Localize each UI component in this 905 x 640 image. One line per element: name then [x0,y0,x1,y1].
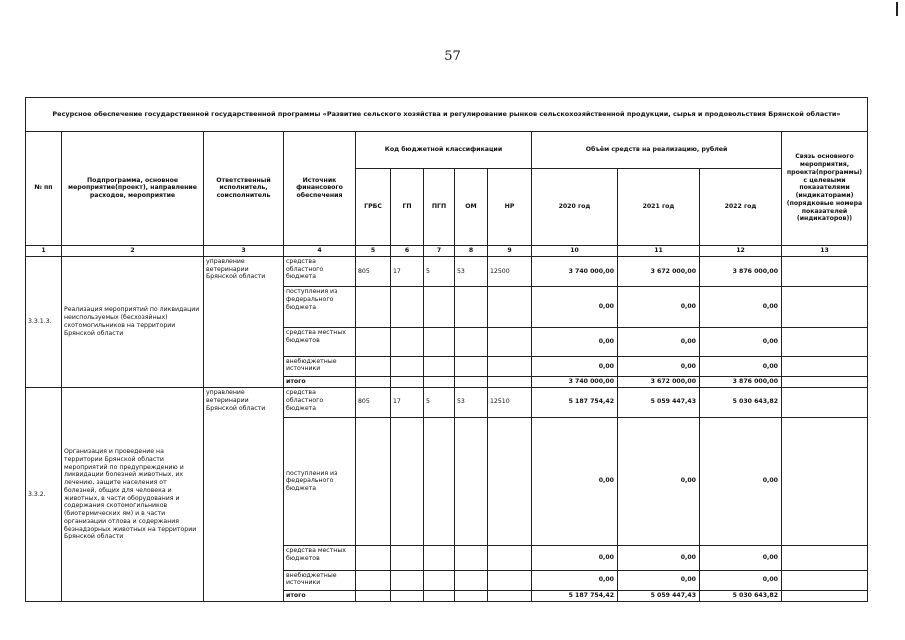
np-cell: 12510 [488,388,532,418]
header-num: № пп [26,131,62,245]
grbs-cell [356,377,391,388]
header-np: НР [488,169,532,245]
block-responsible: управление ветеринарии Брянской области [204,256,284,387]
np-cell [488,546,532,570]
om-cell [455,356,488,376]
total-label: итого [284,377,356,388]
scan-edge-mark [896,2,898,16]
amount-2021: 0,00 [618,570,700,590]
om-cell [455,590,488,601]
gp-cell: 17 [391,256,424,287]
grbs-cell: 805 [356,256,391,287]
column-number: 4 [284,245,356,256]
column-number: 5 [356,245,391,256]
np-cell [488,590,532,601]
header-pgp: ПГП [424,169,455,245]
np-cell [488,328,532,357]
om-cell [455,377,488,388]
column-number: 11 [618,245,700,256]
amount-2022: 0,00 [700,328,782,357]
link-cell [782,287,868,328]
om-cell: 53 [455,256,488,287]
amount-2020: 0,00 [532,356,618,376]
amount-2020: 5 187 754,42 [532,388,618,418]
np-cell [488,377,532,388]
column-number: 2 [62,245,204,256]
total-2020: 5 187 754,42 [532,590,618,601]
link-cell [782,256,868,287]
source-cell: внебюджетные источники [284,356,356,376]
link-cell [782,328,868,357]
total-2021: 5 059 447,43 [618,590,700,601]
link-cell [782,546,868,570]
amount-2020: 3 740 000,00 [532,256,618,287]
pgp-cell: 5 [424,256,455,287]
column-number-row [26,245,868,256]
gp-cell [391,287,424,328]
pgp-cell [424,328,455,357]
link-cell [782,356,868,376]
grbs-cell [356,546,391,570]
header-gp: ГП [391,169,424,245]
grbs-cell [356,590,391,601]
gp-cell [391,356,424,376]
gp-cell [391,377,424,388]
link-cell [782,377,868,388]
amount-2020: 0,00 [532,570,618,590]
pgp-cell [424,546,455,570]
total-2020: 3 740 000,00 [532,377,618,388]
om-cell: 53 [455,388,488,418]
header-2021: 2021 год [618,169,700,245]
source-cell: средства областного бюджета [284,256,356,287]
gp-cell: 17 [391,388,424,418]
total-label: итого [284,590,356,601]
amount-2021: 0,00 [618,356,700,376]
header-budget-code: Код бюджетной классификации [356,131,532,169]
np-cell [488,417,532,545]
np-cell: 12500 [488,256,532,287]
amount-2020: 0,00 [532,417,618,545]
amount-2022: 0,00 [700,570,782,590]
np-cell [488,356,532,376]
header-om: ОМ [455,169,488,245]
amount-2020: 0,00 [532,546,618,570]
pgp-cell [424,417,455,545]
amount-2022: 0,00 [700,546,782,570]
pgp-cell [424,590,455,601]
amount-2020: 0,00 [532,328,618,357]
block-num: 3.3.2. [26,388,62,602]
block-name: Организация и проведение на территории Брянской области мероприятий по предупреждению и ликвидации болезней животных, их лечению, защите населения от болезней, общих для человека и животных, в части оборудования и содержания скотомогильников (биотермических ям) и в части организации отлова и содержания безнадзорных животных на территории Брянской области [62,388,204,602]
column-number: 8 [455,245,488,256]
table-row [26,388,868,418]
column-number: 9 [488,245,532,256]
column-number: 13 [782,245,868,256]
amount-2021: 0,00 [618,417,700,545]
om-cell [455,328,488,357]
block-responsible: управление ветеринарии Брянской области [204,388,284,602]
om-cell [455,417,488,545]
om-cell [455,287,488,328]
np-cell [488,570,532,590]
header-2020: 2020 год [532,169,618,245]
total-2022: 3 876 000,00 [700,377,782,388]
table-row [26,256,868,287]
header-responsible: Ответственный исполнитель, соисполнитель [204,131,284,245]
table-title: Ресурсное обеспечение государственной государственной программы «Развитие сельского хозяйства и регулирование рынков сельскохозяйственной продукции, сырья и продовольствия Брянской области» [26,98,868,132]
grbs-cell [356,287,391,328]
grbs-cell [356,417,391,545]
amount-2021: 0,00 [618,328,700,357]
source-cell: средства областного бюджета [284,388,356,418]
total-2021: 3 672 000,00 [618,377,700,388]
gp-cell [391,546,424,570]
header-2022: 2022 год [700,169,782,245]
pgp-cell [424,570,455,590]
amount-2021: 5 059 447,43 [618,388,700,418]
column-number: 7 [424,245,455,256]
resource-table [25,97,868,602]
amount-2020: 0,00 [532,287,618,328]
column-number: 1 [26,245,62,256]
link-cell [782,417,868,545]
link-cell [782,570,868,590]
block-num: 3.3.1.3. [26,256,62,387]
source-cell: средства местных бюджетов [284,328,356,357]
grbs-cell [356,570,391,590]
page-number: 57 [444,49,461,64]
column-number: 10 [532,245,618,256]
grbs-cell [356,356,391,376]
gp-cell [391,570,424,590]
header-volume: Объём средств на реализацию, рублей [532,131,782,169]
amount-2022: 0,00 [700,356,782,376]
amount-2021: 0,00 [618,287,700,328]
grbs-cell: 805 [356,388,391,418]
source-cell: средства местных бюджетов [284,546,356,570]
om-cell [455,570,488,590]
amount-2022: 0,00 [700,287,782,328]
amount-2021: 3 672 000,00 [618,256,700,287]
np-cell [488,287,532,328]
header-source: Источник финансового обеспечения [284,131,356,245]
column-number: 6 [391,245,424,256]
block-name: Реализация мероприятий по ликвидации неиспользуемых (бесхозяйных) скотомогильников на территории Брянской области [62,256,204,387]
amount-2021: 0,00 [618,546,700,570]
pgp-cell [424,287,455,328]
pgp-cell [424,356,455,376]
source-cell: поступления из федерального бюджета [284,287,356,328]
amount-2022: 5 030 643,82 [700,388,782,418]
amount-2022: 3 876 000,00 [700,256,782,287]
header-link: Связь основного мероприятия, проекта(программы) с целевыми показателями (индикаторами) (порядковые номера показателей (индикаторов)) [782,131,868,245]
amount-2022: 0,00 [700,417,782,545]
pgp-cell [424,377,455,388]
source-cell: поступления из федерального бюджета [284,417,356,545]
source-cell: внебюджетные источники [284,570,356,590]
header-grbs: ГРБС [356,169,391,245]
total-2022: 5 030 643,82 [700,590,782,601]
gp-cell [391,328,424,357]
column-number: 3 [204,245,284,256]
gp-cell [391,590,424,601]
link-cell [782,388,868,418]
link-cell [782,590,868,601]
pgp-cell: 5 [424,388,455,418]
grbs-cell [356,328,391,357]
gp-cell [391,417,424,545]
column-number: 12 [700,245,782,256]
header-subprogram: Подпрограмма, основное мероприятие(проект), направление расходов, мероприятие [62,131,204,245]
om-cell [455,546,488,570]
